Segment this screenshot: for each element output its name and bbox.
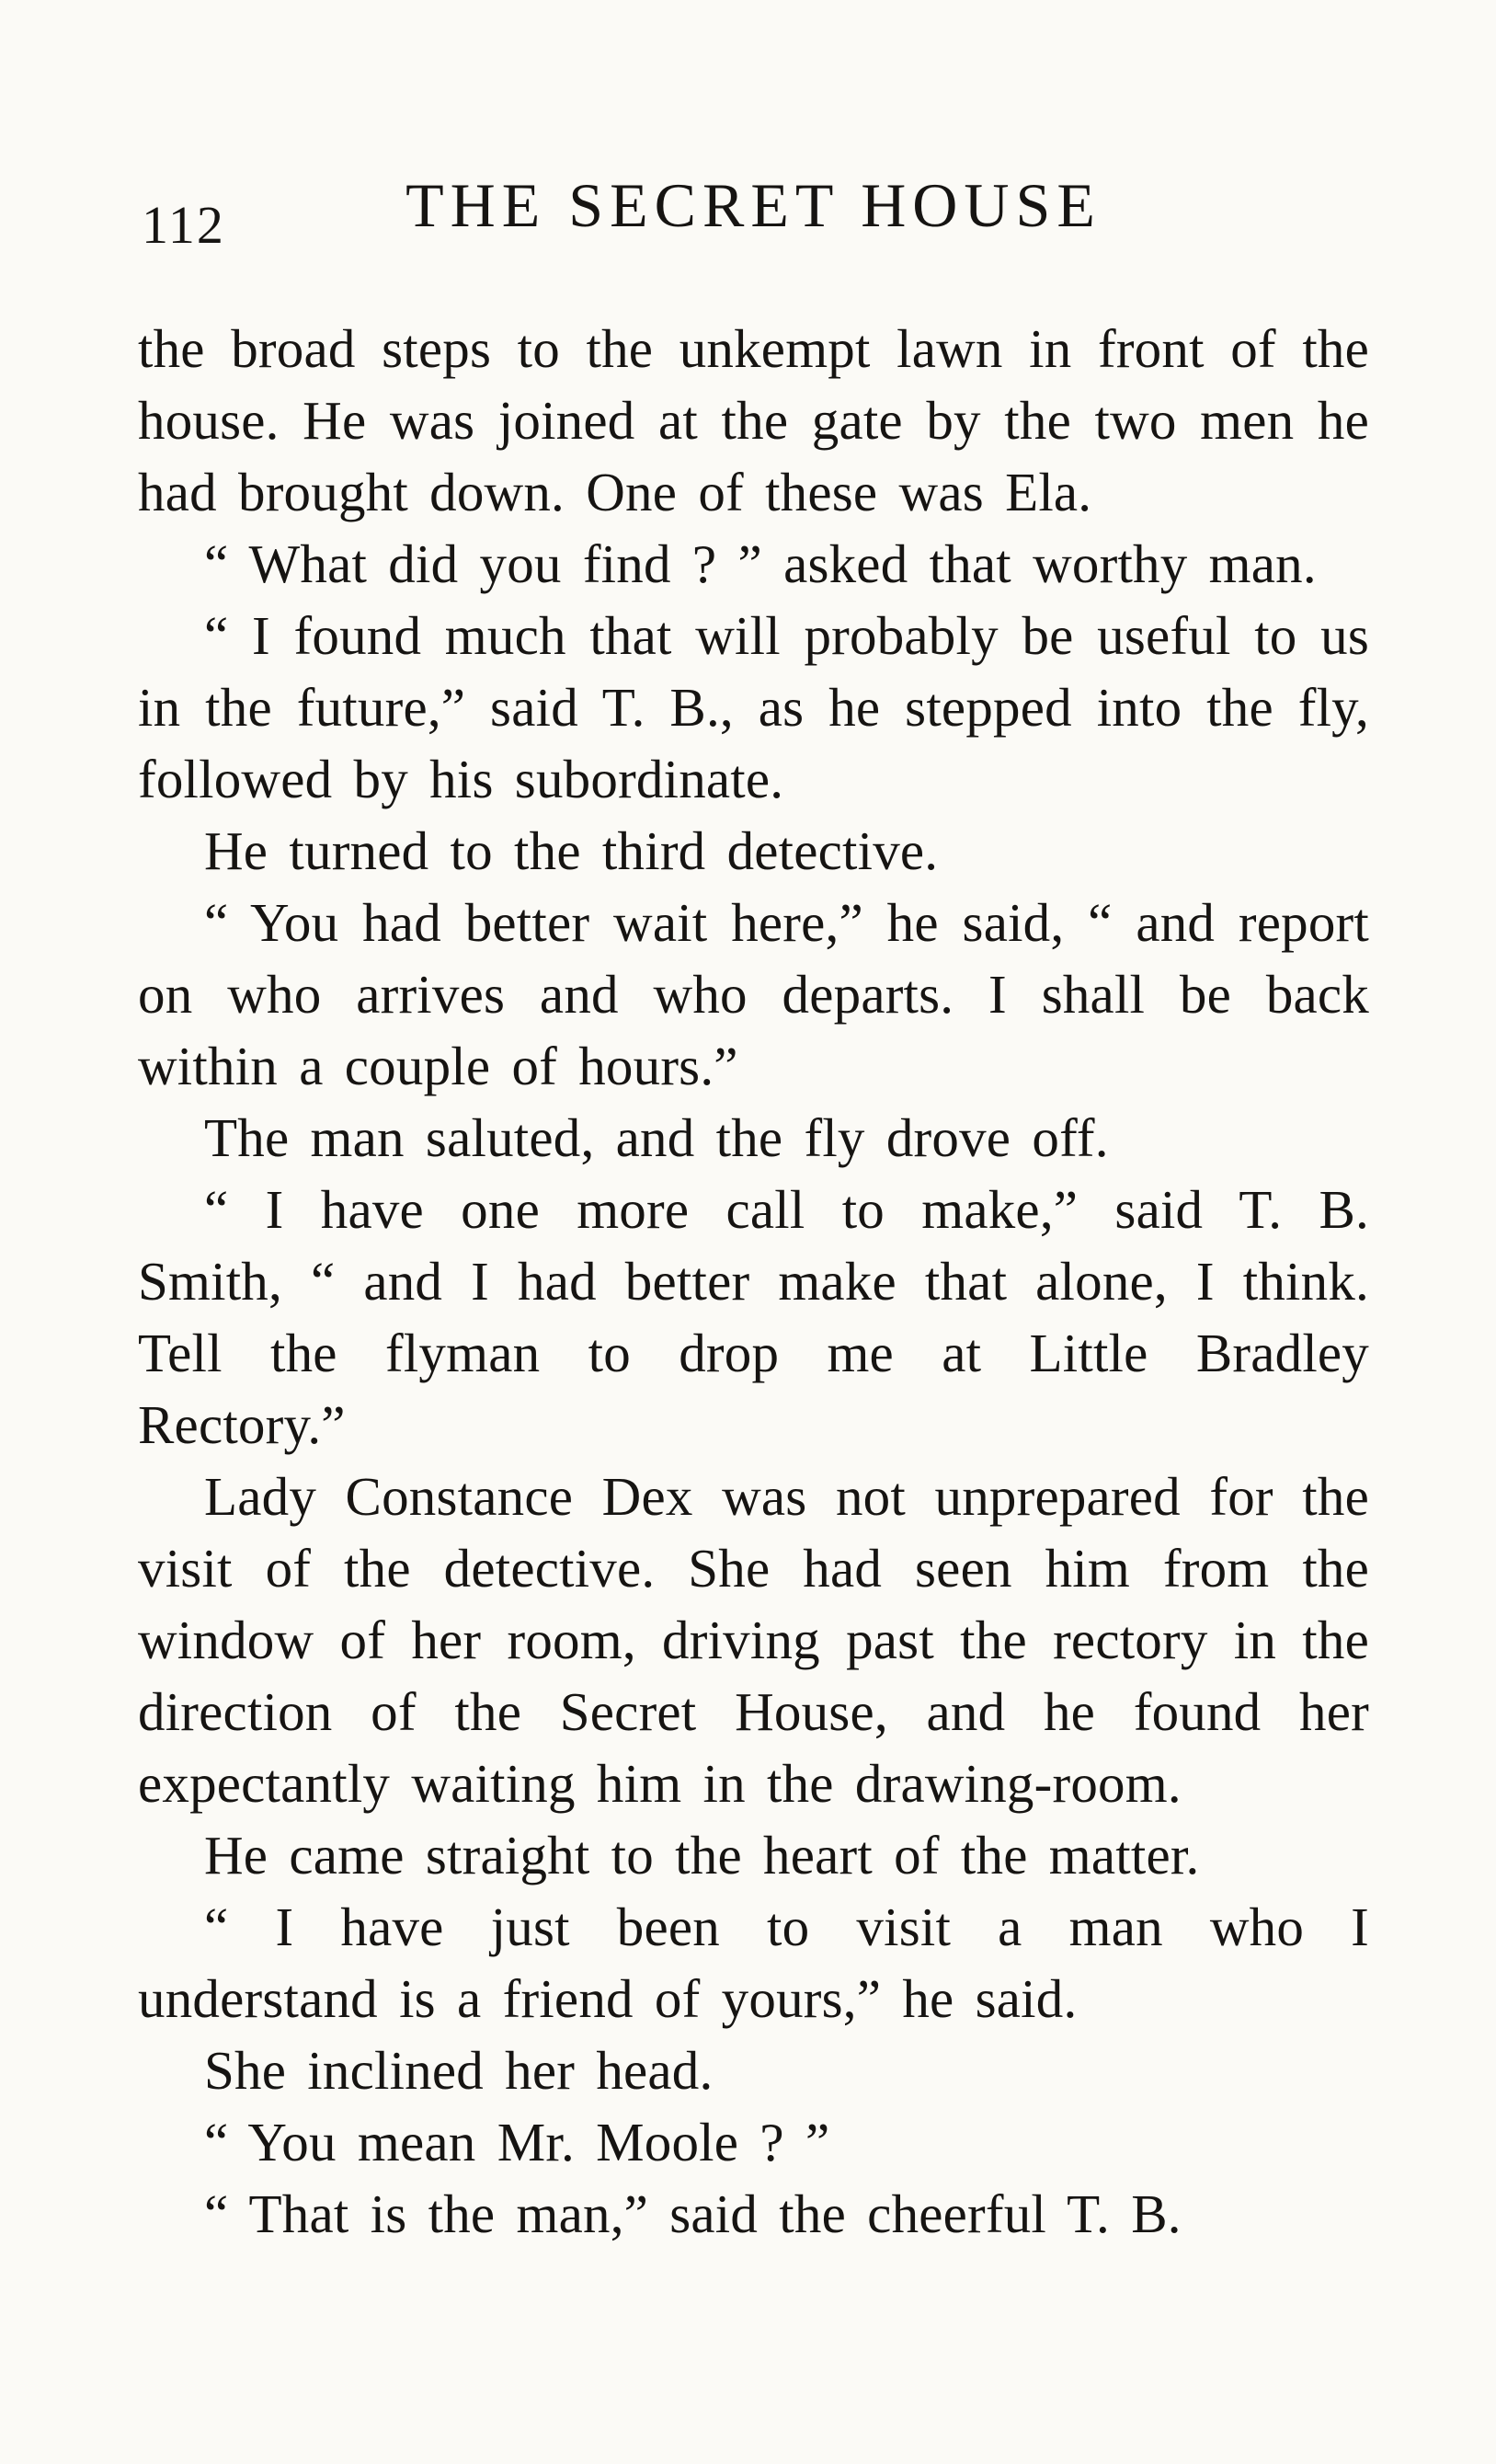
- paragraph: “ What did you find ? ” asked that worthy man.: [204, 533, 1317, 594]
- paragraph: “ You mean Mr. Moole ? ”: [204, 2112, 830, 2172]
- paragraph: The man saluted, and the fly drove off.: [204, 1107, 1109, 1168]
- paragraph: the broad steps to the unkempt lawn in front of the house. He was joined at the gate by the two men he had brought down. One of these was Ela.: [138, 318, 1369, 522]
- page-body: [138, 313, 1369, 2250]
- paragraph: Lady Constance Dex was not unprepared for the visit of the detective. She had seen him from the window of her room, driving past the rectory in the direction of the Secret House, and he found her expectantly waiting him in the drawing-room.: [138, 1466, 1369, 1814]
- paragraph: “ I have just been to visit a man who I understand is a friend of yours,” he said.: [138, 1897, 1369, 2029]
- paragraph: “ That is the man,” said the cheerful T. B.: [204, 2183, 1182, 2244]
- page-number: 112: [142, 195, 225, 255]
- paragraph: “ I found much that will probably be useful to us in the future,” said T. B., as he stepped into the fly, followed by his subordinate.: [138, 605, 1369, 809]
- paragraph: He turned to the third detective.: [204, 820, 939, 881]
- paragraph: He came straight to the heart of the matter.: [204, 1825, 1200, 1885]
- page-title: THE SECRET HOUSE: [405, 170, 1102, 240]
- page-inner: [138, 155, 1369, 2250]
- paragraph: “ You had better wait here,” he said, “ and report on who arrives and who departs. I shall be back within a couple of hours.”: [138, 892, 1369, 1096]
- paragraph: She inclined her head.: [204, 2040, 714, 2101]
- page-header: [138, 155, 1369, 256]
- paragraph: “ I have one more call to make,” said T. B. Smith, “ and I had better make that alone, I think. Tell the flyman to drop me at Little Bradley Rectory.”: [138, 1179, 1369, 1455]
